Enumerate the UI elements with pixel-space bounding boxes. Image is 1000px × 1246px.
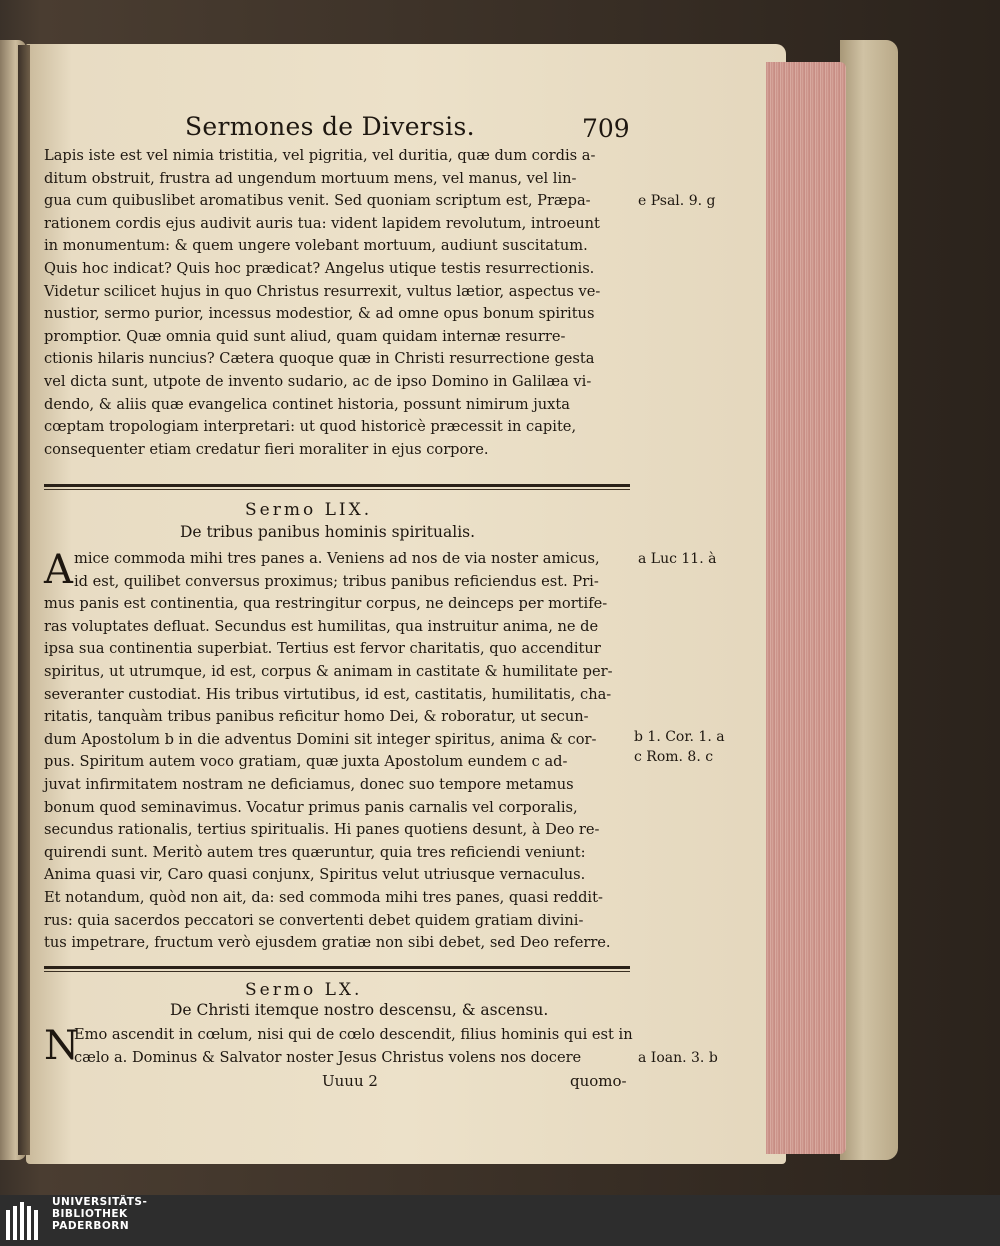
sermo-60-subtitle: De Christi itemque nostro descensu, & ascensu. [170,1001,549,1019]
section-rule-thin [44,489,630,490]
text-line: spiritus, ut utrumque, id est, corpus & animam in castitate & humilitate per- [44,662,613,680]
library-logo-text [52,1197,147,1232]
sermo-59-subtitle: De tribus panibus hominis spiritualis. [180,523,476,541]
text-line: ritatis, tanquàm tribus panibus reficitur homo Dei, & roboratur, ut secun- [44,708,589,726]
book-cover [840,40,898,1160]
logo-line: UNIVERSITÄTS- [52,1196,148,1208]
text-line: promptior. Quæ omnia quid sunt aliud, quam quidam internæ resurre- [44,327,566,345]
section-rule [44,484,630,487]
catchword: quomo- [570,1072,627,1090]
drop-cap-n: N [44,1023,79,1069]
text-line: bonum quod seminavimus. Vocatur primus panis carnalis vel corporalis, [44,798,578,816]
text-line: ditum obstruit, frustra ad ungendum mortuum mens, vel manus, vel lin- [44,169,577,187]
text-line: rationem cordis ejus audivit auris tua: vident lapidem revolutum, introeunt [44,214,600,232]
margin-note-psal: e Psal. 9. g [638,193,716,209]
margin-note-rom: c Rom. 8. c [634,749,714,765]
text-line: ctionis hilaris nuncius? Cætera quoque quæ in Christi resurrectione gesta [44,350,595,368]
page-edges [766,62,846,1154]
book-gutter [18,45,30,1155]
text-line: tus impetrare, fructum verò ejusdem gratiæ non sibi debet, sed Deo referre. [44,934,611,952]
section-rule-thin [44,971,630,972]
text-line: Anima quasi vir, Caro quasi conjunx, Spiritus velut utriusque vernaculus. [44,866,586,884]
section-rule [44,966,630,969]
text-line: mice commoda mihi tres panes a. Veniens ad nos de via noster amicus, [74,550,600,567]
running-title: Sermones de Diversis. [185,112,475,141]
text-line: quirendi sunt. Meritò autem tres quæruntur, quia tres reficiendi veniunt: [44,843,586,861]
text-line: pus. Spiritum autem voco gratiam, quæ juxta Apostolum eundem c ad- [44,753,568,771]
text-line: vel dicta sunt, utpote de invento sudario, ac de ipso Domino in Galilæa vi- [44,372,592,390]
logo-line: PADERBORN [52,1219,130,1232]
text-line: Lapis iste est vel nimia tristitia, vel pigritia, vel duritia, quæ dum cordis a- [44,147,596,164]
text-line: Et notandum, quòd non ait, da: sed commoda mihi tres panes, quasi reddit- [44,888,603,906]
text-line: severanter custodiat. His tribus virtutibus, id est, castitatis, humilitatis, cha- [44,685,612,703]
sermo-59-body [44,548,644,955]
sermo-60-body [44,1024,644,1069]
logo-line: BIBLIOTHEK [52,1207,128,1220]
margin-note-luc: a Luc 11. à [638,551,717,567]
text-line: cœptam tropologiam interpretari: ut quod historicè præcessit in capite, [44,418,577,436]
text-line: in monumentum: & quem ungere volebant mortuum, audiunt suscitatum. [44,237,588,255]
text-line: nustior, sermo purior, incessus modestior, & ad omne opus bonum spiritus [44,305,595,323]
text-line: gua cum quibuslibet aromatibus venit. Sed quoniam scriptum est, Præpa- [44,192,591,210]
sermo-59-heading: Sermo LIX. [245,500,373,520]
text-line: Videtur scilicet hujus in quo Christus resurrexit, vultus lætior, aspectus ve- [44,282,601,300]
drop-cap-a: A [44,547,73,593]
text-line: dum Apostolum b in die adventus Domini sit integer spiritus, anima & cor- [44,730,597,748]
text-line: mus panis est continentia, qua restringitur corpus, ne deinceps per mortife- [44,595,608,613]
text-line: consequenter etiam credatur fieri moraliter in ejus corpore. [44,440,489,458]
margin-note-ioan: a Ioan. 3. b [638,1050,718,1066]
library-footer-bar [0,1195,1000,1246]
text-line: rus: quia sacerdos peccatori se convertenti debet quidem gratiam divini- [44,911,584,929]
text-line: Emo ascendit in cœlum, nisi qui de cœlo descendit, filius hominis qui est in [74,1026,633,1043]
text-line: dendo, & aliis quæ evangelica continet historia, possunt nimirum juxta [44,395,570,413]
signature-mark: Uuuu 2 [322,1072,378,1090]
page-number: 709 [582,114,630,143]
text-line: cælo a. Dominus & Salvator noster Jesus Christus volens nos docere [74,1048,582,1066]
margin-note-cor: b 1. Cor. 1. a [634,729,725,745]
paragraph-top [44,145,644,461]
text-line: ipsa sua continentia superbiat. Tertius est fervor charitatis, quo accenditur [44,640,601,658]
text-line: Quis hoc indicat? Quis hoc prædicat? Angelus utique testis resurrectionis. [44,259,595,277]
text-line: ras voluptates defluat. Secundus est humilitas, qua instruitur anima, ne de [44,617,599,635]
text-line: id est, quilibet conversus proximus; tribus panibus reficiendus est. Pri- [74,572,599,590]
library-logo-icon [4,1200,46,1242]
sermo-60-heading: Sermo LX. [245,980,363,1000]
text-line: juvat infirmitatem nostram ne deficiamus, donec suo tempore metamus [44,775,574,793]
text-line: secundus rationalis, tertius spiritualis. Hi panes quotiens desunt, à Deo re- [44,821,600,839]
